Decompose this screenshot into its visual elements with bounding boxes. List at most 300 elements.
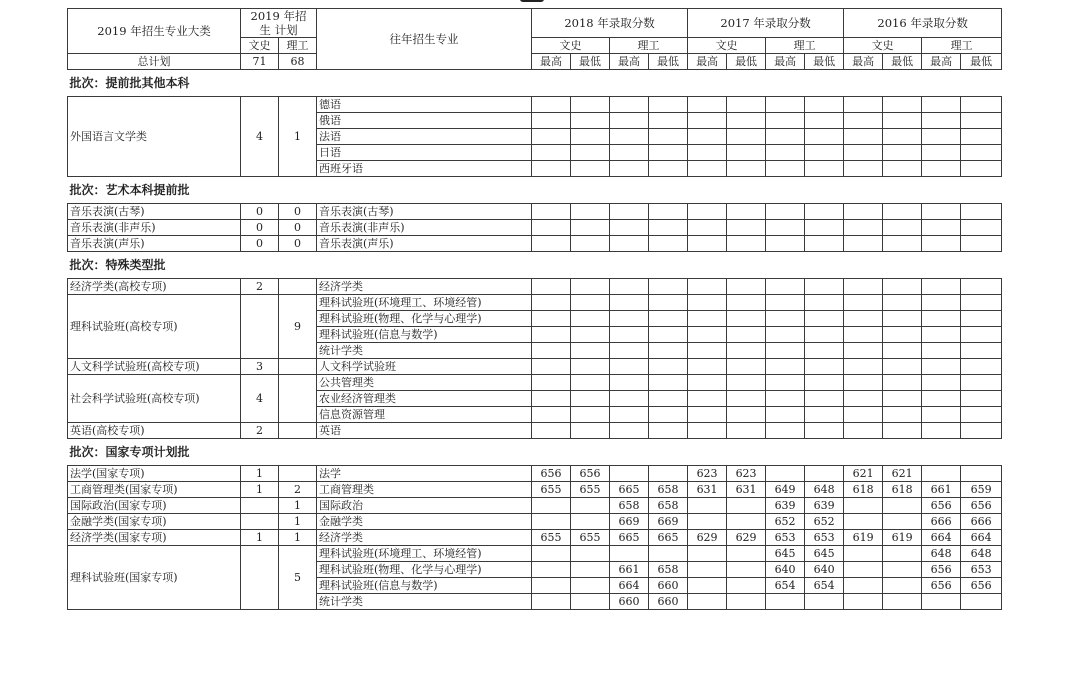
score-cell (961, 279, 1002, 295)
score-cell (571, 514, 610, 530)
plan-wenshi-header: 文史 (241, 38, 279, 54)
score-cell (649, 295, 688, 311)
score-cell (844, 295, 883, 311)
category-cell: 理科试验班(高校专项) (68, 295, 241, 359)
score-cell (805, 343, 844, 359)
score-cell: 656 (532, 466, 571, 482)
score-cell (766, 113, 805, 129)
score-cell (766, 359, 805, 375)
score-cell: 640 (766, 562, 805, 578)
score-cell (922, 466, 961, 482)
section-header (68, 70, 1002, 97)
score-cell: 664 (922, 530, 961, 546)
table-row (68, 375, 1002, 391)
major-cell: 经济学类 (317, 530, 532, 546)
score-cell: 618 (883, 482, 922, 498)
score-cell (688, 327, 727, 343)
score-cell: 652 (805, 514, 844, 530)
score-cell (961, 594, 1002, 610)
score-cell (922, 391, 961, 407)
plan-wenshi-cell: 2 (241, 279, 279, 295)
score-cell: 660 (649, 594, 688, 610)
score-cell (610, 375, 649, 391)
score-cell (844, 279, 883, 295)
score-cell (649, 375, 688, 391)
major-cell: 理科试验班(环境理工、环境经管) (317, 295, 532, 311)
score-cell (532, 498, 571, 514)
major-cell: 国际政治 (317, 498, 532, 514)
min-header: 最低 (961, 54, 1002, 70)
score-cell (766, 391, 805, 407)
score-cell (532, 343, 571, 359)
score-cell: 653 (766, 530, 805, 546)
category-cell: 理科试验班(国家专项) (68, 546, 241, 610)
score-cell (922, 423, 961, 439)
score-cell (766, 423, 805, 439)
score-cell (649, 161, 688, 177)
major-cell: 金融学类 (317, 514, 532, 530)
min-header: 最低 (883, 54, 922, 70)
table-row (68, 236, 1002, 252)
score-cell (961, 466, 1002, 482)
score-cell (844, 204, 883, 220)
score-cell (649, 407, 688, 423)
score-cell (805, 327, 844, 343)
score-cell (766, 204, 805, 220)
table-row (68, 514, 1002, 530)
score-cell: 655 (571, 482, 610, 498)
score-cell (883, 129, 922, 145)
score-cell (649, 236, 688, 252)
score-cell (844, 161, 883, 177)
score-cell (961, 295, 1002, 311)
header-year-2017: 2017 年录取分数 (688, 9, 844, 38)
major-cell: 音乐表演(非声乐) (317, 220, 532, 236)
score-cell (883, 562, 922, 578)
score-cell (961, 391, 1002, 407)
header-category-2019: 2019 年招生专业大类 (68, 9, 241, 54)
score-cell (766, 407, 805, 423)
major-cell: 理科试验班(环境理工、环境经管) (317, 546, 532, 562)
score-cell (766, 279, 805, 295)
score-cell: 631 (727, 482, 766, 498)
score-cell (532, 145, 571, 161)
category-cell: 经济学类(国家专项) (68, 530, 241, 546)
ligong-2016-header: 理工 (922, 38, 1002, 54)
score-cell (532, 407, 571, 423)
score-cell: 659 (961, 482, 1002, 498)
cropped-title-fragment (520, 0, 544, 2)
score-cell (961, 311, 1002, 327)
score-cell (688, 97, 727, 113)
score-cell (688, 498, 727, 514)
score-cell: 660 (610, 594, 649, 610)
score-cell (883, 594, 922, 610)
score-cell (805, 391, 844, 407)
score-cell (961, 129, 1002, 145)
score-cell (532, 391, 571, 407)
table-row (68, 295, 1002, 311)
score-cell (883, 327, 922, 343)
plan-wenshi-cell (241, 498, 279, 514)
score-cell (688, 407, 727, 423)
plan-ligong-cell: 5 (279, 546, 317, 610)
score-cell (610, 343, 649, 359)
score-cell (922, 129, 961, 145)
score-cell (688, 423, 727, 439)
score-cell (766, 97, 805, 113)
score-cell (883, 375, 922, 391)
score-cell (571, 220, 610, 236)
score-cell: 654 (805, 578, 844, 594)
score-cell (688, 578, 727, 594)
plan-ligong-cell (279, 359, 317, 375)
major-cell: 音乐表演(声乐) (317, 236, 532, 252)
score-cell: 629 (727, 530, 766, 546)
score-cell: 649 (766, 482, 805, 498)
score-cell (844, 220, 883, 236)
plan-wenshi-cell: 4 (241, 97, 279, 177)
major-cell: 理科试验班(信息与数学) (317, 578, 532, 594)
score-cell: 619 (883, 530, 922, 546)
score-cell: 639 (766, 498, 805, 514)
total-plan-ligong: 68 (279, 54, 317, 70)
score-cell (727, 359, 766, 375)
plan-wenshi-cell: 4 (241, 375, 279, 423)
score-cell (883, 279, 922, 295)
score-cell (805, 423, 844, 439)
score-cell (610, 391, 649, 407)
score-cell (610, 327, 649, 343)
score-cell (727, 279, 766, 295)
score-cell (610, 204, 649, 220)
score-cell (805, 466, 844, 482)
table-row (68, 482, 1002, 498)
plan-wenshi-cell: 3 (241, 359, 279, 375)
score-cell (805, 375, 844, 391)
header-year-2018: 2018 年录取分数 (532, 9, 688, 38)
score-cell (571, 236, 610, 252)
score-cell (688, 375, 727, 391)
max-header: 最高 (688, 54, 727, 70)
score-cell (844, 498, 883, 514)
plan-ligong-cell: 0 (279, 236, 317, 252)
score-cell (961, 161, 1002, 177)
score-cell (571, 343, 610, 359)
plan-ligong-cell: 9 (279, 295, 317, 359)
score-cell: 666 (922, 514, 961, 530)
score-cell: 658 (649, 498, 688, 514)
table-row (68, 220, 1002, 236)
max-header: 最高 (922, 54, 961, 70)
score-cell (727, 343, 766, 359)
score-cell (883, 391, 922, 407)
score-cell: 669 (610, 514, 649, 530)
score-cell (961, 407, 1002, 423)
score-cell (610, 220, 649, 236)
score-cell: 645 (805, 546, 844, 562)
table-row (68, 546, 1002, 562)
score-cell (727, 546, 766, 562)
section-title: 批次：特殊类型批 (68, 252, 1002, 279)
score-cell (844, 113, 883, 129)
table-body (68, 9, 1002, 610)
plan-ligong-cell: 1 (279, 514, 317, 530)
score-cell: 623 (688, 466, 727, 482)
score-cell (571, 279, 610, 295)
wenshi-2018-header: 文史 (532, 38, 610, 54)
header-past-majors: 往年招生专业 (317, 9, 532, 70)
table-row (68, 359, 1002, 375)
major-cell: 西班牙语 (317, 161, 532, 177)
major-cell: 公共管理类 (317, 375, 532, 391)
section-title: 批次：艺术本科提前批 (68, 177, 1002, 204)
score-cell (571, 391, 610, 407)
score-cell (571, 295, 610, 311)
major-cell: 理科试验班(信息与数学) (317, 327, 532, 343)
total-plan-wenshi: 71 (241, 54, 279, 70)
score-cell: 656 (922, 562, 961, 578)
score-cell (688, 279, 727, 295)
score-cell (688, 145, 727, 161)
score-cell: 640 (805, 562, 844, 578)
score-cell (922, 145, 961, 161)
ligong-2017-header: 理工 (766, 38, 844, 54)
category-cell: 工商管理类(国家专项) (68, 482, 241, 498)
score-cell (805, 161, 844, 177)
score-cell (571, 327, 610, 343)
score-cell (532, 113, 571, 129)
min-header: 最低 (727, 54, 766, 70)
score-cell: 631 (688, 482, 727, 498)
score-cell (883, 161, 922, 177)
score-cell (766, 327, 805, 343)
score-cell (688, 236, 727, 252)
score-cell: 621 (883, 466, 922, 482)
score-cell (727, 129, 766, 145)
score-cell (649, 423, 688, 439)
score-cell (844, 423, 883, 439)
header-year-2016: 2016 年录取分数 (844, 9, 1002, 38)
score-cell (532, 562, 571, 578)
score-cell: 654 (766, 578, 805, 594)
plan-wenshi-cell (241, 546, 279, 610)
category-cell: 音乐表演(古琴) (68, 204, 241, 220)
score-cell (766, 311, 805, 327)
plan-wenshi-cell: 1 (241, 466, 279, 482)
score-cell (961, 220, 1002, 236)
score-cell (610, 113, 649, 129)
score-cell (532, 423, 571, 439)
score-cell (961, 423, 1002, 439)
score-cell (532, 220, 571, 236)
major-cell: 法学 (317, 466, 532, 482)
score-cell (649, 129, 688, 145)
score-cell (571, 423, 610, 439)
score-cell (571, 359, 610, 375)
plan-ligong-cell: 2 (279, 482, 317, 498)
score-cell (688, 562, 727, 578)
score-cell (649, 343, 688, 359)
score-cell (883, 407, 922, 423)
score-cell (610, 466, 649, 482)
category-cell: 英语(高校专项) (68, 423, 241, 439)
score-cell (727, 562, 766, 578)
score-cell (571, 145, 610, 161)
score-cell: 621 (844, 466, 883, 482)
score-cell (727, 311, 766, 327)
section-title: 批次：国家专项计划批 (68, 439, 1002, 466)
score-cell (610, 359, 649, 375)
header-row-1 (68, 9, 1002, 38)
major-cell: 俄语 (317, 113, 532, 129)
score-cell: 664 (961, 530, 1002, 546)
score-cell (727, 204, 766, 220)
max-header: 最高 (532, 54, 571, 70)
score-cell (805, 359, 844, 375)
score-cell (532, 546, 571, 562)
score-cell (961, 97, 1002, 113)
score-cell: 652 (766, 514, 805, 530)
score-cell (844, 578, 883, 594)
table-row (68, 530, 1002, 546)
score-cell (532, 311, 571, 327)
score-cell: 665 (649, 530, 688, 546)
score-cell (727, 145, 766, 161)
category-cell: 社会科学试验班(高校专项) (68, 375, 241, 423)
plan-wenshi-cell: 0 (241, 204, 279, 220)
score-cell (844, 514, 883, 530)
score-cell (688, 129, 727, 145)
min-header: 最低 (805, 54, 844, 70)
score-cell (688, 295, 727, 311)
major-cell: 理科试验班(物理、化学与心理学) (317, 311, 532, 327)
score-cell (805, 97, 844, 113)
section-header (68, 177, 1002, 204)
section-header (68, 252, 1002, 279)
max-header: 最高 (844, 54, 883, 70)
score-cell (727, 97, 766, 113)
score-cell: 661 (610, 562, 649, 578)
score-cell (688, 161, 727, 177)
score-cell (922, 594, 961, 610)
score-cell (532, 129, 571, 145)
score-cell (922, 311, 961, 327)
score-cell (610, 129, 649, 145)
score-cell (844, 562, 883, 578)
score-cell (766, 466, 805, 482)
score-cell (961, 145, 1002, 161)
score-cell (922, 97, 961, 113)
score-cell (532, 279, 571, 295)
score-cell (532, 359, 571, 375)
score-cell (688, 359, 727, 375)
score-cell (883, 546, 922, 562)
major-cell: 统计学类 (317, 594, 532, 610)
score-cell (844, 311, 883, 327)
plan-ligong-cell: 1 (279, 498, 317, 514)
score-cell (883, 343, 922, 359)
score-cell (883, 113, 922, 129)
score-cell (571, 375, 610, 391)
min-header: 最低 (571, 54, 610, 70)
score-cell (883, 578, 922, 594)
score-cell (922, 220, 961, 236)
score-cell (649, 391, 688, 407)
score-cell: 656 (922, 578, 961, 594)
score-cell (649, 546, 688, 562)
score-cell (727, 391, 766, 407)
score-cell (922, 204, 961, 220)
score-cell (610, 423, 649, 439)
score-cell (766, 161, 805, 177)
score-cell (649, 145, 688, 161)
major-cell: 理科试验班(物理、化学与心理学) (317, 562, 532, 578)
score-cell: 629 (688, 530, 727, 546)
score-cell (805, 295, 844, 311)
category-cell: 人文科学试验班(高校专项) (68, 359, 241, 375)
score-cell (727, 407, 766, 423)
score-cell (805, 279, 844, 295)
score-cell (805, 204, 844, 220)
table-row (68, 498, 1002, 514)
score-cell (727, 375, 766, 391)
category-cell: 金融学类(国家专项) (68, 514, 241, 530)
score-cell (610, 236, 649, 252)
score-cell (649, 466, 688, 482)
score-cell (688, 113, 727, 129)
score-cell (610, 145, 649, 161)
score-cell (532, 327, 571, 343)
score-cell (688, 220, 727, 236)
ligong-2018-header: 理工 (610, 38, 688, 54)
plan-ligong-cell (279, 423, 317, 439)
score-cell (610, 407, 649, 423)
score-cell (532, 594, 571, 610)
score-cell (571, 594, 610, 610)
plan-ligong-cell (279, 279, 317, 295)
plan-wenshi-cell: 2 (241, 423, 279, 439)
plan-ligong-cell: 1 (279, 97, 317, 177)
section-title: 批次：提前批其他本科 (68, 70, 1002, 97)
score-cell: 660 (649, 578, 688, 594)
score-cell (961, 204, 1002, 220)
score-cell (922, 236, 961, 252)
score-cell (961, 375, 1002, 391)
major-cell: 经济学类 (317, 279, 532, 295)
score-cell (571, 129, 610, 145)
score-cell (922, 327, 961, 343)
score-cell: 658 (649, 562, 688, 578)
major-cell: 农业经济管理类 (317, 391, 532, 407)
score-cell (883, 514, 922, 530)
score-cell (922, 359, 961, 375)
score-cell (727, 236, 766, 252)
score-cell (649, 113, 688, 129)
score-cell (883, 145, 922, 161)
score-cell: 656 (961, 578, 1002, 594)
category-cell: 音乐表演(非声乐) (68, 220, 241, 236)
score-cell (571, 578, 610, 594)
score-cell (844, 546, 883, 562)
total-plan-label: 总计划 (68, 54, 241, 70)
score-cell (766, 295, 805, 311)
plan-ligong-cell: 0 (279, 220, 317, 236)
score-cell (571, 407, 610, 423)
score-cell (649, 327, 688, 343)
score-cell (727, 498, 766, 514)
score-cell (844, 375, 883, 391)
